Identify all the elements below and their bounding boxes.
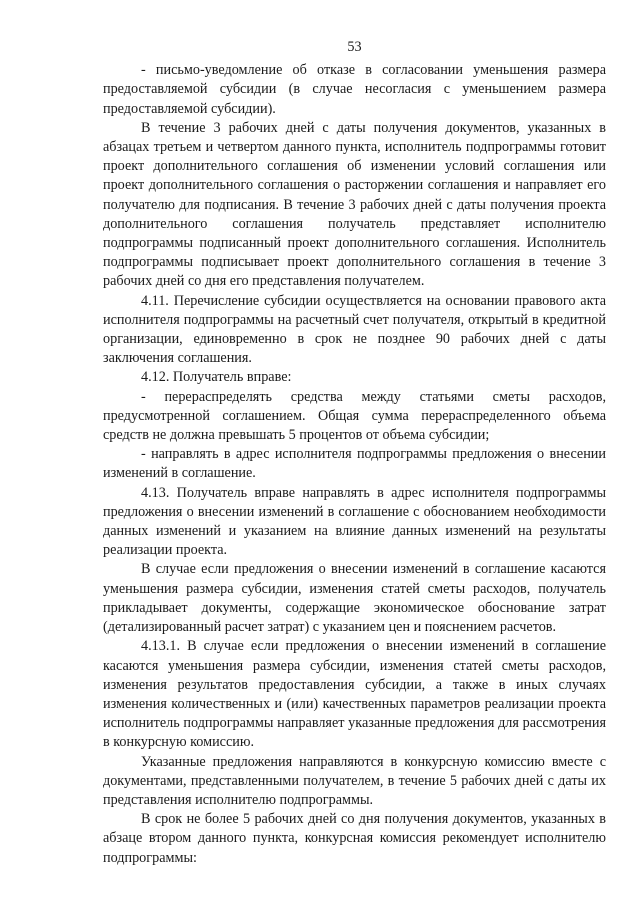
paragraph-4-13: 4.13. Получатель вправе направлять в адрес исполнителя подпрограммы предложения о внесении изменений в соглашение с обоснованием необходимости данных изменений и указанием на влияние данных изменений на результаты реализации проекта. (103, 484, 606, 559)
document-page (103, 38, 606, 868)
paragraph-4-12: 4.12. Получатель вправе: (141, 369, 292, 386)
paragraph-proposals-sent: Указанные предложения направляются в конкурсную комиссию вместе с документами, представленными получателем, в течение 5 рабочих дней с даты их представления исполнителю подпрограммы. (103, 753, 606, 808)
paragraph-subsidy-reduction: В случае если предложения о внесении изменений в соглашение касаются уменьшения размера субсидии, изменения статей сметы расходов, получатель прикладывает документы, содержащие экономическое обоснование затрат (детализированный расчет затрат) с указанием цен и пояснением расчетов. (103, 561, 606, 636)
paragraph-4-11: 4.11. Перечисление субсидии осуществляется на основании правового акта исполнителя подпрограммы на расчетный счет получателя, открытый в кредитной организации, единовременно в срок не позднее 90 рабочих дней с даты заключения соглашения. (103, 292, 606, 367)
paragraph-additional-agreement: В течение 3 рабочих дней с даты получения документов, указанных в абзацах третьем и четвертом данного пункта, исполнитель подпрограммы готовит проект дополнительного соглашения об изменении условий соглашения или проект дополнительного соглашения о расторжении соглашения и направляет его получателю для подписания. В течение 3 рабочих дней с даты получения проекта дополнительного соглашения получатель представляет исполнителю подпрограммы подписанный проект дополнительного соглашения. Исполнитель подпрограммы подписывает проект дополнительного соглашения в течение 3 рабочих дней со дня его представления получателем. (103, 119, 606, 290)
paragraph-4-13-1: 4.13.1. В случае если предложения о внесении изменений в соглашение касаются уменьшения размера субсидии, изменения статей сметы расходов, изменения результатов предоставления субсидии, а также в иных случаях изменения количественных и (или) качественных параметров реализации проекта исполнитель подпрограммы направляет указанные предложения для рассмотрения в конкурсную комиссию. (103, 638, 606, 751)
paragraph-send-proposals: - направлять в адрес исполнителя подпрограммы предложения о внесении изменений в соглашение. (103, 446, 606, 482)
paragraph-refusal-notice: - письмо-уведомление об отказе в согласовании уменьшения размера предоставляемой субсидии (в случае несогласия с уменьшением размера предоставляемой субсидии). (103, 62, 606, 117)
paragraph-commission-recommends: В срок не более 5 рабочих дней со дня получения документов, указанных в абзаце втором данного пункта, конкурсная комиссия рекомендует исполнителю подпрограммы: (103, 811, 606, 866)
paragraph-redistribute: - перераспределять средства между статьями сметы расходов, предусмотренной соглашением. Общая сумма перераспределенного объема средств не должна превышать 5 процентов от объема субсидии; (103, 388, 606, 444)
page-number: 53 (347, 39, 362, 55)
